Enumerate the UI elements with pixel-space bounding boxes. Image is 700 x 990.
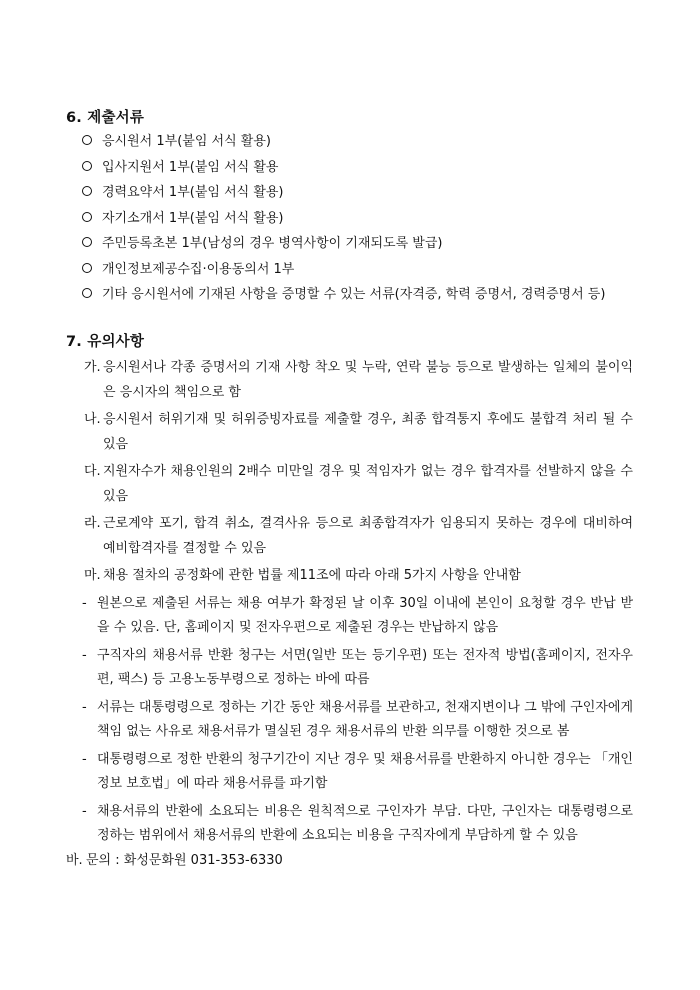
notice-text: 구직자의 채용서류 반환 청구는 서면(일반 또는 등기우편) 또는 전자적 방법(홈페이지, 전자우편, 팩스) 등 고용노동부령으로 정하는 바에 따름 [97, 647, 633, 687]
circle-bullet-icon [82, 161, 92, 171]
section-6-title: 6. 제출서류 [66, 110, 145, 126]
note-item [0, 460, 700, 509]
document-item [82, 180, 605, 206]
document-item-text: 응시원서 1부(붙임 서식 활용) [102, 134, 271, 149]
document-item [82, 231, 605, 257]
document-item-text: 경력요약서 1부(붙임 서식 활용) [102, 185, 284, 200]
document-item-text: 주민등록초본 1부(남성의 경우 병역사항이 기재되도록 발급) [102, 236, 443, 251]
note-text: 응시원서 허위기재 및 허위증빙자료를 제출할 경우, 최종 합격통지 후에도 불합격 처리 될 수 있음 [103, 412, 633, 452]
notice-text: 원본으로 제출된 서류는 채용 여부가 확정된 날 이후 30일 이내에 본인이 요청할 경우 반납 받을 수 있음. 단, 홈페이지 및 전자우편으로 제출된 경우는 반납하지 않음 [97, 595, 633, 635]
note-marker: 나. [84, 412, 101, 427]
circle-bullet-icon [82, 186, 92, 196]
note-text: 지원자수가 채용인원의 2배수 미만일 경우 및 적임자가 없는 경우 합격자를 선발하지 않을 수 있음 [103, 464, 633, 504]
document-item [82, 282, 605, 308]
notice-text: 대통령령으로 정한 반환의 청구기간이 지난 경우 및 채용서류를 반환하지 아니한 경우는 「개인정보 보호법」에 따라 채용서류를 파기함 [97, 751, 633, 791]
note-item [0, 408, 700, 457]
document-item-text: 기타 응시원서에 기재된 사항을 증명할 수 있는 서류(자격증, 학력 증명서, 경력증명서 등) [102, 287, 606, 302]
document-item [82, 129, 605, 155]
document-item [82, 206, 605, 232]
circle-bullet-icon [82, 212, 92, 222]
dash-marker: - [82, 699, 87, 715]
note-text: 근로계약 포기, 합격 취소, 결격사유 등으로 최종합격자가 임용되지 못하는 경우에 대비하여 예비합격자를 결정할 수 있음 [103, 516, 633, 556]
circle-bullet-icon [82, 135, 92, 145]
required-documents-list [82, 129, 605, 308]
notice-dash-item [0, 644, 700, 693]
contact-text: 문의 : 화성문화원 031-353-6330 [86, 852, 283, 868]
document-item-text: 개인정보제공수집·이용동의서 1부 [102, 261, 295, 277]
document-item [82, 155, 605, 181]
note-marker: 라. [84, 516, 101, 531]
dash-marker: - [82, 803, 87, 819]
document-item [82, 257, 605, 283]
contact-item [0, 849, 700, 874]
notice-dash-item [0, 748, 700, 797]
note-item [0, 564, 700, 589]
document-item-text: 입사지원서 1부(붙임 서식 활용 [102, 159, 279, 175]
circle-bullet-icon [82, 237, 92, 247]
document-item-text: 자기소개서 1부(붙임 서식 활용) [102, 210, 284, 226]
circle-bullet-icon [82, 263, 92, 273]
note-text: 응시원서나 각종 증명서의 기재 사항 착오 및 누락, 연락 불능 등으로 발생하는 일체의 불이익은 응시자의 책임으로 함 [103, 360, 633, 400]
notice-text: 서류는 대통령령으로 정하는 기간 동안 채용서류를 보관하고, 천재지변이나 그 밖에 구인자에게 책임 없는 사유로 채용서류가 멸실된 경우 채용서류의 반환 의무를 이행한 것으로 봄 [97, 699, 633, 739]
note-item [0, 356, 700, 405]
section-7-title: 7. 유의사항 [66, 334, 145, 350]
contact-marker: 바. [66, 852, 83, 868]
dash-marker: - [82, 647, 87, 663]
dash-marker: - [82, 595, 87, 611]
notice-text: 채용서류의 반환에 소요되는 비용은 원칙적으로 구인자가 부담. 다만, 구인자는 대통령령으로 정하는 범위에서 채용서류의 반환에 소요되는 비용을 구직자에게 부담하게 할 수 있음 [97, 803, 633, 843]
circle-bullet-icon [82, 288, 92, 298]
note-marker: 가. [84, 360, 101, 375]
notice-dash-item [0, 592, 700, 641]
note-marker: 다. [84, 464, 101, 479]
notice-dash-item [0, 800, 700, 849]
note-item [0, 512, 700, 561]
dash-marker: - [82, 751, 87, 767]
notice-dash-item [0, 696, 700, 745]
note-text: 채용 절차의 공정화에 관한 법률 제11조에 따라 아래 5가지 사항을 안내함 [103, 568, 521, 583]
notes-list [0, 356, 700, 873]
note-marker: 마. [84, 568, 101, 583]
